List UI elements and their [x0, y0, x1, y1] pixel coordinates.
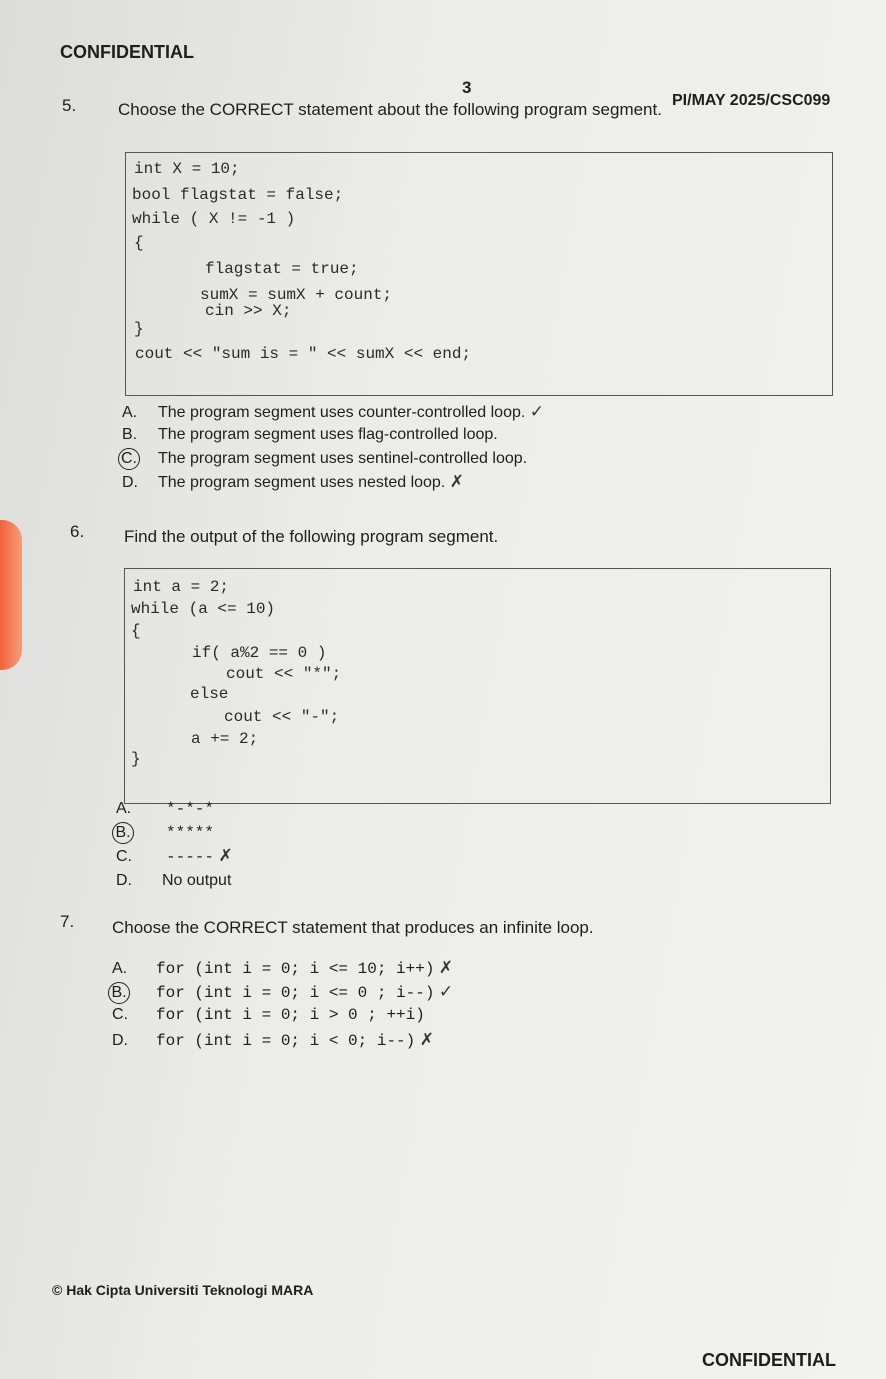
answer-circle: B.: [112, 822, 134, 844]
cross-mark-icon: ✗: [419, 1030, 434, 1050]
code-line: int a = 2;: [133, 578, 230, 596]
copyright-notice: © Hak Cipta Universiti Teknologi MARA: [52, 1282, 314, 1298]
code-line: else: [190, 685, 229, 703]
q6-option-a: A. *-*-*: [116, 800, 215, 818]
code-line: while (a <= 10): [131, 600, 276, 618]
question-5-number: 5.: [62, 96, 77, 115]
q6-option-d: D. No output: [116, 872, 232, 889]
code-line: }: [134, 320, 144, 338]
question-7-prompt: Choose the CORRECT statement that produces an infinite loop.: [112, 918, 594, 937]
q7-option-b: B. for (int i = 0; i <= 0 ; i--) ✓: [112, 982, 453, 1004]
code-line: }: [131, 750, 141, 768]
code-line: bool flagstat = false;: [132, 186, 344, 204]
code-line: cout << "*";: [226, 665, 342, 683]
q7-option-c: C. for (int i = 0; i > 0 ; ++i): [112, 1006, 425, 1024]
page-number: 3: [462, 78, 472, 97]
code-line: cout << "-";: [224, 708, 340, 726]
q6-option-b: B. *****: [116, 822, 214, 844]
cross-mark-icon: ✗: [438, 958, 454, 978]
code-line: a += 2;: [191, 730, 259, 748]
code-line: cin >> X;: [205, 302, 292, 320]
question-6-prompt: Find the output of the following program segment.: [124, 527, 499, 546]
check-mark-icon: ✓: [529, 402, 545, 422]
code-line: flagstat = true;: [205, 260, 359, 278]
q6-option-c: C. ----- ✗: [116, 846, 233, 866]
q5-option-c: C. The program segment uses sentinel-controlled loop.: [122, 448, 527, 470]
check-mark-icon: ✓: [438, 982, 454, 1002]
q5-option-d: D. The program segment uses nested loop. ✗: [122, 472, 464, 492]
confidential-footer: CONFIDENTIAL: [702, 1350, 836, 1370]
confidential-header: CONFIDENTIAL: [60, 42, 194, 62]
q7-option-d: D. for (int i = 0; i < 0; i--) ✗: [112, 1030, 434, 1050]
code-line: sumX = sumX + count;: [200, 286, 393, 304]
cross-mark-icon: ✗: [449, 472, 464, 492]
answer-circle: C.: [118, 448, 140, 470]
code-line: int X = 10;: [134, 160, 240, 178]
question-6-number: 6.: [70, 522, 85, 541]
question-7-number: 7.: [60, 912, 75, 931]
code-line: while ( X != -1 ): [132, 210, 296, 228]
exam-code: PI/MAY 2025/CSC099: [672, 92, 831, 109]
question-5-prompt: Choose the CORRECT statement about the following program segment.: [118, 100, 662, 119]
code-line: {: [134, 234, 144, 252]
code-line: cout << "sum is = " << sumX << end;: [135, 345, 472, 363]
q5-option-a: A. The program segment uses counter-controlled loop. ✓: [122, 402, 545, 422]
answer-circle: B.: [108, 982, 130, 1004]
page-edge-tab: [0, 520, 22, 670]
code-line: {: [131, 622, 141, 640]
q5-option-b: B. The program segment uses flag-controlled loop.: [122, 426, 498, 443]
q7-option-a: A. for (int i = 0; i <= 10; i++) ✗: [112, 958, 454, 978]
cross-mark-icon: ✗: [218, 846, 233, 866]
code-line: if( a%2 == 0 ): [192, 644, 327, 662]
